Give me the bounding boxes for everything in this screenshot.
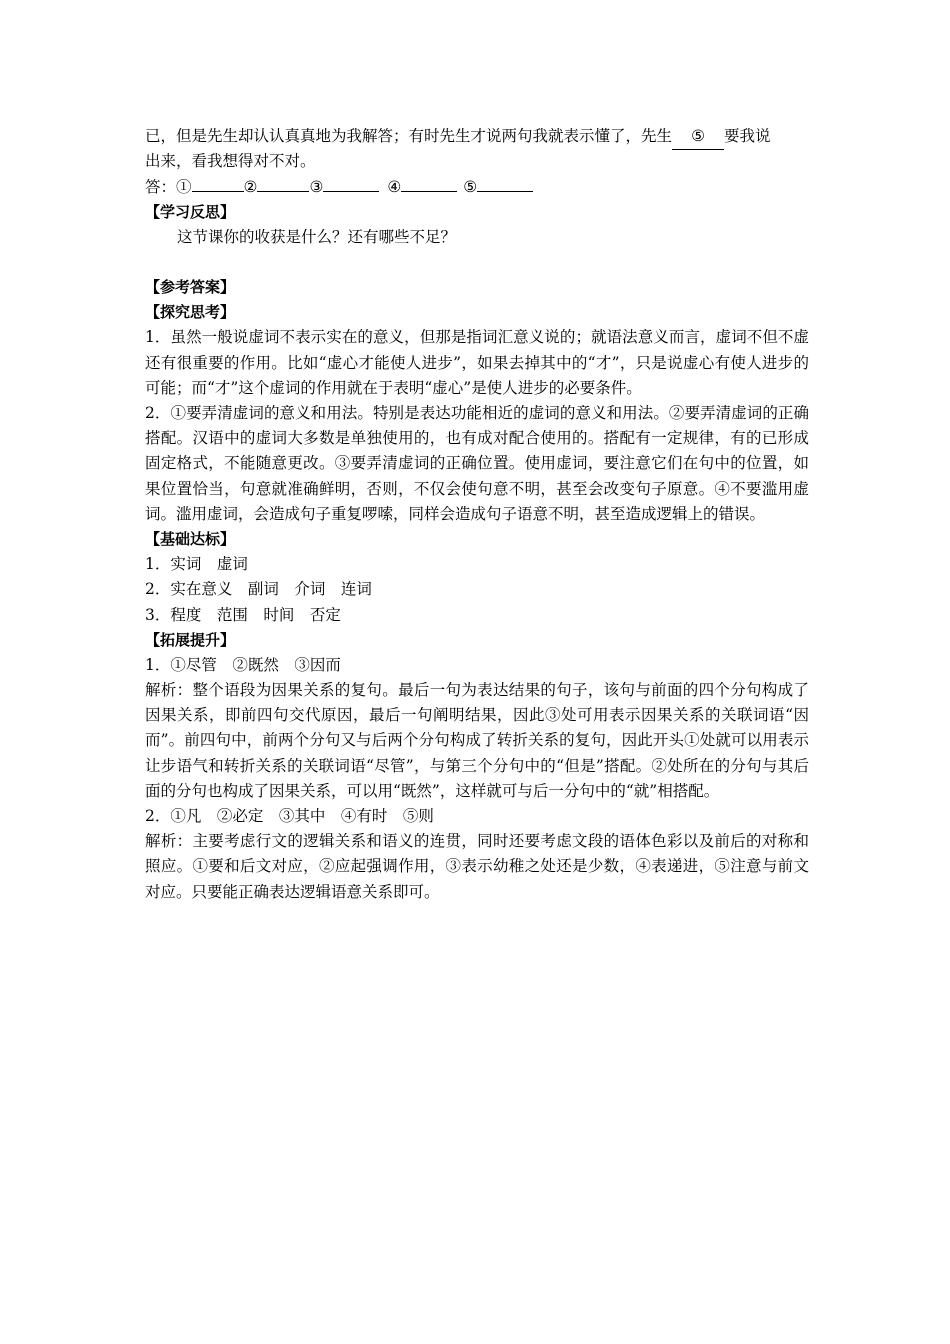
spacer xyxy=(145,250,809,275)
text-fragment: 要我说 xyxy=(724,127,771,145)
explore-paragraph-2: 2．①要弄清虚词的意义和用法。特别是表达功能相近的虚词的意义和用法。②要弄清虚词的正确搭配。汉语中的虚词大多数是单独使用的，也有成对配合使用的。搭配有一定规律，有的已形成固定格式，不能随意更改。③要弄清虚词的正确位置。使用虚词，要注意它们在句中的位置，如果位置恰当，句意就准确鲜明，否则，不仅会使句意不明，甚至会改变句子原意。④不要滥用虚词。滥用虚词，会造成句子重复啰嗦，同样会造成句子语意不明，甚至造成逻辑上的错误。 xyxy=(145,403,809,523)
explore-paragraph-1: 1．虽然一般说虚词不表示实在的意义，但那是指词汇意义说的；就语法意义而言，虚词不但不虚还有很重要的作用。比如“虚心才能使人进步”，如果去掉其中的“才”，只是说虚心有使人进步的可能；而“才”这个虚词的作用就在于表明“虚心”是使人进步的必要条件。 xyxy=(145,328,809,397)
answer-blank-2[interactable] xyxy=(257,174,309,192)
extend-answer-2: 2．①凡 ②必定 ③其中 ④有时 ⑤则 xyxy=(145,807,434,826)
answer-blank-4[interactable] xyxy=(401,174,457,192)
blank-mark-1: ① xyxy=(176,178,192,197)
basic-item-3: 3．程度 范围 时间 否定 xyxy=(145,605,341,624)
extend-analysis-1: 解析：整个语段为因果关系的复句。最后一句为表达结果的句子，该句与前面的四个分句构成了因果关系，即前四句交代原因，最后一句阐明结果，因此③处可用表示因果关系的关联词语“因而”。前四句中，前两个分句又与后两个分句构成了转折关系的复句，因此开头①处就可以用表示让步语气和转折关系的关联词语“尽管”，与第三个分句中的“但是”搭配。②处所在的分句与其后面的分句也构成了因果关系，可以用“既然”，这样就可与后一分句中的“就”相搭配。 xyxy=(145,681,809,800)
blank-mark-4: ④ xyxy=(387,178,402,197)
extend-analysis-2: 解析：主要考虑行文的逻辑关系和语义的连贯，同时还要考虑文段的语体色彩以及前后的对称和照应。①要和后文对应，②应起强调作用，③表示幼稚之处还是少数，④表递进，⑤注意与前文对应。只要能正确表达逻辑语意关系即可。 xyxy=(145,832,809,901)
section-heading-answers: 【参考答案】 xyxy=(145,277,236,296)
document-page xyxy=(145,124,809,905)
reflection-text: 这节课你的收获是什么？还有哪些不足？ xyxy=(177,227,457,246)
section-heading-extend: 【拓展提升】 xyxy=(145,630,236,649)
blank-5-filled: ⑤ xyxy=(672,124,724,150)
blank-mark-2: ② xyxy=(243,178,258,197)
answer-blank-1[interactable] xyxy=(192,174,244,192)
text-fragment: 已，但是先生却认认真真地为我解答；有时先生才说两句我就表示懂了，先生 xyxy=(145,127,673,145)
text-line: 出来，看我想得对不对。 xyxy=(145,152,316,171)
answer-blank-3[interactable] xyxy=(323,174,379,192)
answer-blanks-line xyxy=(145,174,809,199)
answer-blank-5[interactable] xyxy=(477,174,533,192)
text-line xyxy=(145,124,809,149)
answer-prefix: 答： xyxy=(145,178,177,197)
blank-mark-3: ③ xyxy=(309,178,324,197)
section-heading-basic: 【基础达标】 xyxy=(145,529,236,548)
blank-mark-5: ⑤ xyxy=(463,178,478,197)
extend-answer-1: 1．①尽管 ②既然 ③因而 xyxy=(145,655,341,674)
section-heading-reflection: 【学习反思】 xyxy=(145,202,236,221)
basic-item-2: 2．实在意义 副词 介词 连词 xyxy=(145,580,372,599)
basic-item-1: 1．实词 虚词 xyxy=(145,555,248,574)
section-heading-explore: 【探究思考】 xyxy=(145,303,236,322)
